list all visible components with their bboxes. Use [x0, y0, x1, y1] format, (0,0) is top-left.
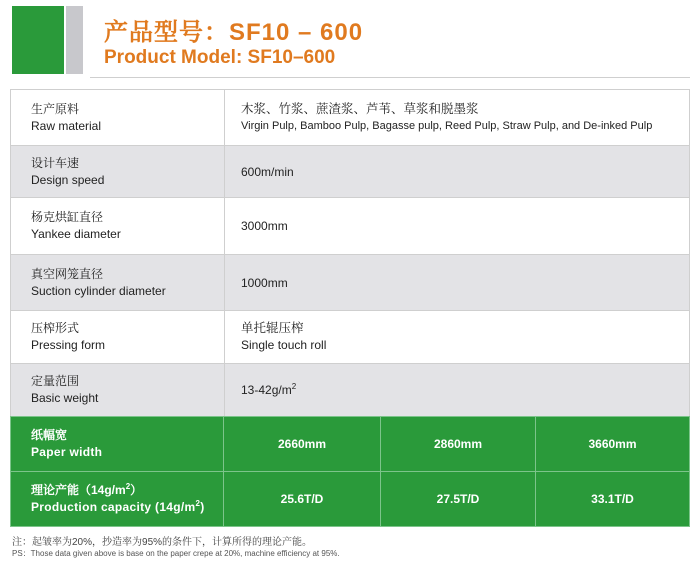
spec-row-pressing-form: [11, 311, 690, 364]
spec-value: [225, 364, 690, 417]
header-divider: [90, 77, 690, 78]
spec-value: [225, 146, 690, 198]
label-cn: 纸幅宽: [31, 428, 68, 442]
footnote-ps: PS：Those data given above is base on the paper crepe at 20%, machine efficiency at 95%.: [12, 549, 340, 558]
label-en: Design speed: [31, 172, 105, 187]
label-cn: 真空网笼直径: [31, 266, 104, 281]
spec-row-yankee-diameter: [11, 198, 690, 255]
label-en: Pressing form: [31, 338, 106, 352]
paper-width-label: [11, 417, 224, 472]
production-capacity-value: 25.6T/D: [224, 472, 381, 527]
label-cn: 生产原料: [31, 101, 80, 116]
value-cn: 木浆、竹浆、蔗渣浆、芦苇、草浆和脱墨浆: [241, 102, 479, 116]
label-en: Yankee diameter: [31, 227, 121, 241]
value-text: 600m/min: [241, 164, 294, 179]
label-en: Paper width: [31, 445, 103, 459]
production-capacity-value: 33.1T/D: [536, 472, 690, 527]
value-main: 13-42g/m: [241, 383, 292, 397]
paper-width-value: 2660mm: [224, 417, 381, 472]
value-en: Single touch roll: [241, 338, 327, 352]
value-text: [241, 383, 689, 397]
spec-value: [225, 90, 690, 146]
spec-label: [11, 198, 225, 255]
label-en: Basic weight: [31, 391, 99, 405]
spec-label: [11, 146, 225, 198]
spec-label: [11, 255, 225, 311]
paper-width-row: [11, 417, 690, 472]
footnote-cn: 注：起皱率为20%，抄造率为95%的条件下，计算所得的理论产能。: [12, 537, 313, 548]
production-capacity-value: 27.5T/D: [381, 472, 536, 527]
title-english: Product Model: SF10–600: [104, 47, 336, 68]
spec-row-basic-weight: [11, 364, 690, 417]
label-cn: 定量范围: [31, 374, 80, 388]
paper-width-value: 2860mm: [381, 417, 536, 472]
label-cn: 设计车速: [31, 155, 80, 170]
spec-label: [11, 311, 225, 364]
label-en: [31, 499, 223, 516]
value-superscript: 2: [291, 382, 297, 391]
value-cn: 单托辊压榨: [241, 321, 304, 335]
title-chinese: 产品型号：SF10 – 600: [104, 19, 364, 46]
spec-row-suction-cylinder: [11, 255, 690, 311]
brand-green-block: [12, 6, 64, 74]
label-cn: [31, 482, 223, 499]
spec-table: [10, 89, 690, 417]
header: [0, 0, 700, 80]
production-capacity-row: [11, 472, 690, 527]
label-cn-tail: ）: [130, 483, 143, 497]
spec-label: [11, 90, 225, 146]
spec-label: [11, 364, 225, 417]
label-cn: 杨克烘缸直径: [31, 210, 104, 224]
spec-value: [225, 311, 690, 364]
label-cn-main: 理论产能（14g/m: [31, 483, 126, 497]
spec-row-raw-material: [11, 90, 690, 146]
label-en-tail: ): [200, 500, 205, 514]
value-text: 3000mm: [241, 219, 288, 233]
label-superscript: 2: [125, 482, 131, 491]
label-superscript: 2: [195, 499, 201, 508]
brand-gray-bar: [66, 6, 83, 74]
value-text: 1000mm: [241, 275, 288, 290]
label-en: Raw material: [31, 118, 102, 133]
label-cn: 压榨形式: [31, 321, 80, 335]
spec-value: [225, 198, 690, 255]
capacity-table: [10, 416, 690, 527]
label-en-main: Production capacity (14g/m: [31, 500, 196, 514]
label-en: Suction cylinder diameter: [31, 283, 166, 298]
spec-value: [225, 255, 690, 311]
spec-row-design-speed: [11, 146, 690, 198]
value-en: Virgin Pulp, Bamboo Pulp, Bagasse pulp, Reed Pulp, Straw Pulp, and De-inked Pulp: [241, 120, 653, 132]
production-capacity-label: [11, 472, 224, 527]
paper-width-value: 3660mm: [536, 417, 690, 472]
